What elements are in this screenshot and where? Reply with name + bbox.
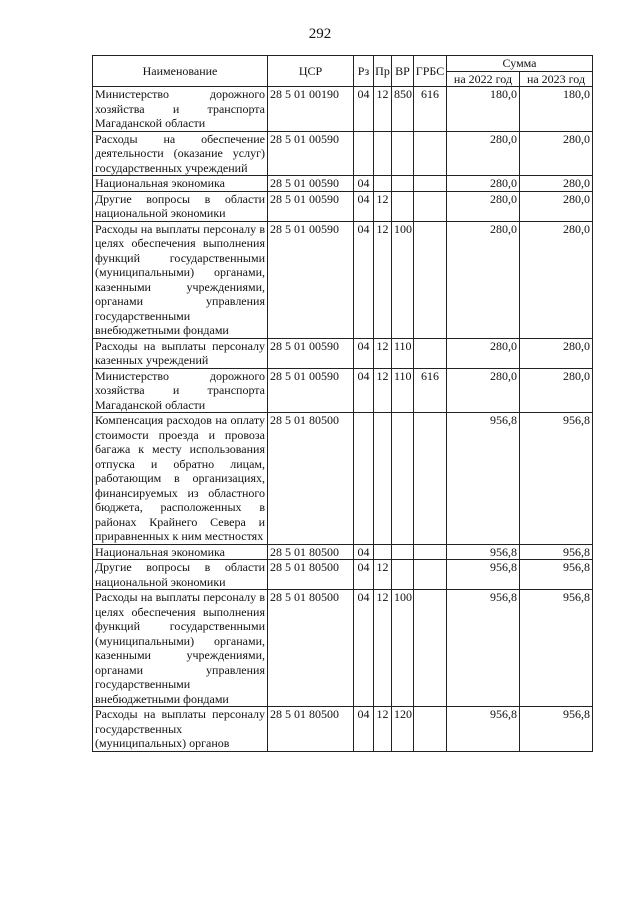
row-csr-cell: 28 5 01 00590 bbox=[268, 368, 354, 413]
row-sum-2022-cell: 280,0 bbox=[447, 368, 520, 413]
row-rz-cell: 04 bbox=[354, 87, 374, 132]
row-sum-2022-cell: 956,8 bbox=[447, 707, 520, 752]
header-year-2022: на 2022 год bbox=[447, 71, 520, 87]
row-name-cell: Министерство дорожного хозяйства и транспорта Магаданской области bbox=[93, 87, 268, 132]
page-number: 292 bbox=[308, 26, 332, 42]
row-rz-cell: 04 bbox=[354, 707, 374, 752]
row-csr-cell: 28 5 01 00590 bbox=[268, 176, 354, 192]
row-sum-2022-cell: 956,8 bbox=[447, 560, 520, 590]
row-sum-2023-cell: 280,0 bbox=[520, 368, 593, 413]
row-rz-cell bbox=[354, 131, 374, 176]
header-year-2023: на 2023 год bbox=[520, 71, 593, 87]
row-grbs-cell bbox=[414, 191, 447, 221]
row-sum-2022-cell: 280,0 bbox=[447, 176, 520, 192]
table-row bbox=[93, 221, 593, 338]
row-grbs-cell: 616 bbox=[414, 368, 447, 413]
row-sum-2022-cell: 956,8 bbox=[447, 544, 520, 560]
row-sum-2022-cell: 180,0 bbox=[447, 87, 520, 132]
row-grbs-cell bbox=[414, 413, 447, 545]
table-row bbox=[93, 413, 593, 545]
row-name-cell: Расходы на выплаты персоналу в целях обеспечения выполнения функций государственными (муниципальными) органами, казенными учреждениями, органами управления государственными внебюджетными фондами bbox=[93, 590, 268, 707]
row-grbs-cell bbox=[414, 707, 447, 752]
row-sum-2023-cell: 280,0 bbox=[520, 338, 593, 368]
row-sum-2023-cell: 956,8 bbox=[520, 544, 593, 560]
row-pr-cell bbox=[374, 544, 392, 560]
header-row bbox=[93, 56, 593, 72]
row-grbs-cell: 616 bbox=[414, 87, 447, 132]
row-csr-cell: 28 5 01 00590 bbox=[268, 131, 354, 176]
row-grbs-cell bbox=[414, 560, 447, 590]
row-name-cell: Национальная экономика bbox=[93, 176, 268, 192]
table-row bbox=[93, 368, 593, 413]
row-name-cell: Компенсация расходов на оплату стоимости проезда и провоза багажа к месту использования отпуска и обратно лицам, работающим в организациях, финансируемых из областного бюджета, расположенных в районах Крайнего Севера и приравненных к ним местностях bbox=[93, 413, 268, 545]
row-name-cell: Расходы на выплаты персоналу государственных (муниципальных) органов bbox=[93, 707, 268, 752]
table-row bbox=[93, 560, 593, 590]
row-pr-cell: 12 bbox=[374, 87, 392, 132]
table-row bbox=[93, 131, 593, 176]
row-vr-cell bbox=[392, 413, 414, 545]
row-pr-cell: 12 bbox=[374, 221, 392, 338]
row-vr-cell bbox=[392, 560, 414, 590]
table-row bbox=[93, 338, 593, 368]
row-vr-cell bbox=[392, 191, 414, 221]
row-csr-cell: 28 5 01 00590 bbox=[268, 338, 354, 368]
row-sum-2022-cell: 280,0 bbox=[447, 338, 520, 368]
row-name-cell: Расходы на выплаты персоналу в целях обеспечения выполнения функций государственными (муниципальными) органами, казенными учреждениями, органами управления государственными внебюджетными фондами bbox=[93, 221, 268, 338]
row-name-cell: Министерство дорожного хозяйства и транспорта Магаданской области bbox=[93, 368, 268, 413]
row-rz-cell: 04 bbox=[354, 368, 374, 413]
row-csr-cell: 28 5 01 00190 bbox=[268, 87, 354, 132]
table-row bbox=[93, 590, 593, 707]
table-row bbox=[93, 176, 593, 192]
row-csr-cell: 28 5 01 80500 bbox=[268, 413, 354, 545]
row-sum-2023-cell: 180,0 bbox=[520, 87, 593, 132]
table-row bbox=[93, 707, 593, 752]
row-csr-cell: 28 5 01 80500 bbox=[268, 544, 354, 560]
row-sum-2023-cell: 280,0 bbox=[520, 176, 593, 192]
row-csr-cell: 28 5 01 80500 bbox=[268, 707, 354, 752]
row-grbs-cell bbox=[414, 176, 447, 192]
header-rz: Рз bbox=[354, 56, 374, 87]
row-name-cell: Другие вопросы в области национальной экономики bbox=[93, 191, 268, 221]
row-grbs-cell bbox=[414, 590, 447, 707]
row-pr-cell: 12 bbox=[374, 191, 392, 221]
header-sum: Сумма bbox=[447, 56, 593, 72]
row-vr-cell: 850 bbox=[392, 87, 414, 132]
table-row bbox=[93, 191, 593, 221]
row-grbs-cell bbox=[414, 131, 447, 176]
row-pr-cell: 12 bbox=[374, 368, 392, 413]
row-sum-2022-cell: 280,0 bbox=[447, 221, 520, 338]
row-sum-2023-cell: 956,8 bbox=[520, 413, 593, 545]
row-sum-2023-cell: 280,0 bbox=[520, 131, 593, 176]
header-pr: Пр bbox=[374, 56, 392, 87]
header-grbs: ГРБС bbox=[414, 56, 447, 87]
row-csr-cell: 28 5 01 80500 bbox=[268, 590, 354, 707]
row-csr-cell: 28 5 01 00590 bbox=[268, 191, 354, 221]
row-vr-cell: 120 bbox=[392, 707, 414, 752]
row-csr-cell: 28 5 01 00590 bbox=[268, 221, 354, 338]
row-sum-2022-cell: 956,8 bbox=[447, 413, 520, 545]
table-row bbox=[93, 87, 593, 132]
row-csr-cell: 28 5 01 80500 bbox=[268, 560, 354, 590]
row-name-cell: Другие вопросы в области национальной экономики bbox=[93, 560, 268, 590]
budget-table bbox=[92, 55, 593, 752]
row-rz-cell: 04 bbox=[354, 544, 374, 560]
header-csr: ЦСР bbox=[268, 56, 354, 87]
row-sum-2022-cell: 280,0 bbox=[447, 131, 520, 176]
row-rz-cell: 04 bbox=[354, 338, 374, 368]
header-name: Наименование bbox=[93, 56, 268, 87]
row-sum-2023-cell: 956,8 bbox=[520, 707, 593, 752]
row-sum-2022-cell: 956,8 bbox=[447, 590, 520, 707]
row-vr-cell: 100 bbox=[392, 590, 414, 707]
row-vr-cell bbox=[392, 544, 414, 560]
row-pr-cell bbox=[374, 176, 392, 192]
row-pr-cell: 12 bbox=[374, 560, 392, 590]
row-sum-2023-cell: 280,0 bbox=[520, 191, 593, 221]
row-vr-cell: 110 bbox=[392, 368, 414, 413]
row-pr-cell bbox=[374, 413, 392, 545]
row-name-cell: Расходы на выплаты персоналу казенных учреждений bbox=[93, 338, 268, 368]
row-vr-cell: 110 bbox=[392, 338, 414, 368]
header-vr: ВР bbox=[392, 56, 414, 87]
row-rz-cell: 04 bbox=[354, 176, 374, 192]
row-rz-cell: 04 bbox=[354, 560, 374, 590]
row-name-cell: Расходы на обеспечение деятельности (оказание услуг) государственных учреждений bbox=[93, 131, 268, 176]
row-rz-cell: 04 bbox=[354, 590, 374, 707]
row-grbs-cell bbox=[414, 544, 447, 560]
row-rz-cell: 04 bbox=[354, 191, 374, 221]
row-rz-cell: 04 bbox=[354, 221, 374, 338]
row-sum-2023-cell: 956,8 bbox=[520, 590, 593, 707]
row-sum-2022-cell: 280,0 bbox=[447, 191, 520, 221]
row-vr-cell bbox=[392, 131, 414, 176]
row-sum-2023-cell: 280,0 bbox=[520, 221, 593, 338]
row-pr-cell bbox=[374, 131, 392, 176]
row-sum-2023-cell: 956,8 bbox=[520, 560, 593, 590]
row-vr-cell bbox=[392, 176, 414, 192]
row-grbs-cell bbox=[414, 221, 447, 338]
row-pr-cell: 12 bbox=[374, 590, 392, 707]
row-vr-cell: 100 bbox=[392, 221, 414, 338]
row-pr-cell: 12 bbox=[374, 707, 392, 752]
row-rz-cell bbox=[354, 413, 374, 545]
table-body bbox=[93, 87, 593, 752]
row-pr-cell: 12 bbox=[374, 338, 392, 368]
table-row bbox=[93, 544, 593, 560]
row-name-cell: Национальная экономика bbox=[93, 544, 268, 560]
row-grbs-cell bbox=[414, 338, 447, 368]
